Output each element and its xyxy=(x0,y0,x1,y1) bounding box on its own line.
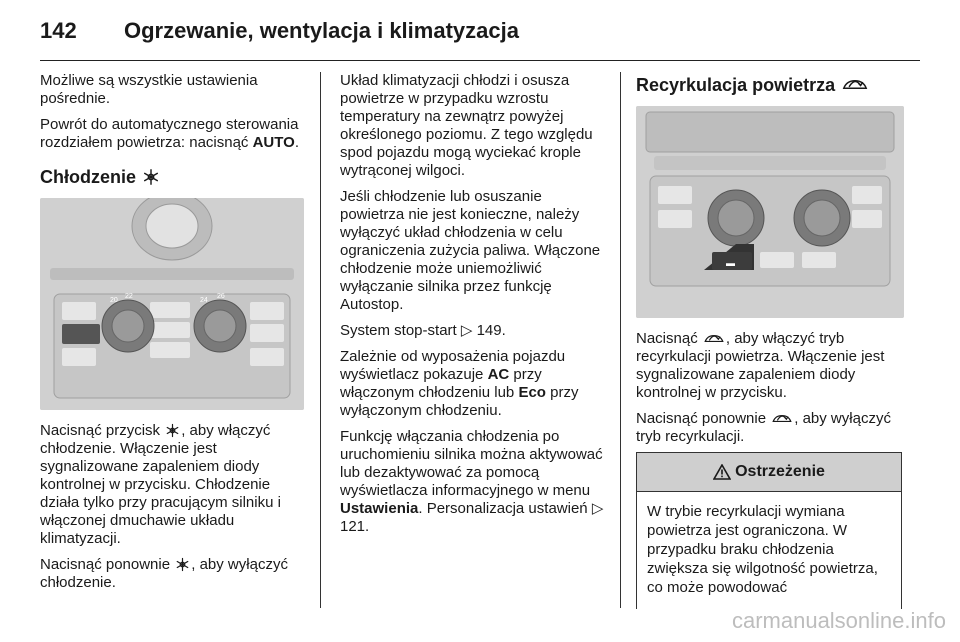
text: , aby wyłączyć tryb recyrkulacji. xyxy=(636,410,891,445)
watermark: carmanualsonline.info xyxy=(731,608,946,633)
text: Nacisnąć ponownie xyxy=(636,410,771,427)
text: Zależnie od wyposażenia pojazdu wyświetlacz pokazuje xyxy=(340,348,566,383)
settings-menu-label: Ustawienia xyxy=(340,500,419,517)
text: Nacisnąć xyxy=(636,330,702,347)
paragraph: Układ klimatyzacji chłodzi i osusza powietrze w przypadku wzrostu temperatury na zewnątrz powyżej określonego poziomu. Z tego względu spod pojazdu mogą wyciekać krople wytrąconej wilgoci. xyxy=(340,72,593,179)
snowflake-icon xyxy=(142,168,160,186)
page-ref[interactable]: 149. xyxy=(476,322,506,339)
column-divider-1 xyxy=(320,72,321,608)
paragraph: Jeśli chłodzenie lub osuszanie powietrza nie jest konieczne, należy wyłączyć układ chłodzenia w celu ograniczenia zużycia paliwa. Włączone chłodzenie może uniemożliwić wyłączanie silnika przez funkcję Autostop. xyxy=(340,188,601,313)
text: Nacisnąć ponownie xyxy=(40,556,175,573)
paragraph xyxy=(40,116,304,152)
recirculation-icon xyxy=(703,331,725,346)
paragraph xyxy=(40,556,304,592)
warning-title: Ostrzeżenie xyxy=(735,463,825,480)
chapter-title: Ogrzewanie, wentylacja i klimatyzacja xyxy=(124,18,519,43)
paragraph xyxy=(340,428,604,536)
paragraph xyxy=(340,322,604,340)
text: Funkcję włączania chłodzenia po uruchomieniu silnika można aktywować lub dezaktywować za pomocą wyświetlacza informacyjnego w menu xyxy=(340,428,603,499)
page-header xyxy=(40,18,920,58)
page-number: 142 xyxy=(40,18,77,43)
snowflake-icon xyxy=(175,557,190,572)
paragraph xyxy=(340,348,604,420)
text: przy wyłączonym chłodzeniu. xyxy=(340,384,579,419)
warning-header xyxy=(637,453,901,492)
ac-label: AC xyxy=(487,366,510,383)
column-1 xyxy=(40,72,304,600)
warning-triangle-icon xyxy=(713,464,731,480)
auto-label: AUTO xyxy=(252,134,295,151)
recirculation-panel-photo xyxy=(636,106,904,318)
text: Powrót do automatycznego sterowania rozdziałem powietrza: nacisnąć xyxy=(40,116,299,151)
paragraph xyxy=(40,422,304,548)
dial-label: 24 xyxy=(200,297,208,304)
page-ref[interactable]: 121. xyxy=(340,518,370,535)
warning-box xyxy=(636,452,902,609)
column-2 xyxy=(340,72,604,544)
recirc-button-label: ▬ xyxy=(726,258,735,268)
page-ref-arrow-icon: ▷ xyxy=(460,322,473,339)
text: , aby włączyć chłodzenie. Włączenie jest sygnalizowane zapaleniem diody kontrolnej w przycisku. Chłodzenie działa tylko przy pracującym silniku i włączonej dmuchawie układu klimatyzacji. xyxy=(40,422,281,547)
dial-label: 26 xyxy=(217,293,225,300)
text: , aby włączyć tryb recyrkulacji powietrza. Włączenie jest sygnalizowane zapaleniem diody kontrolnej w przycisku. xyxy=(636,330,885,401)
warning-body: W trybie recyrkulacji wymiana powietrza jest ograniczona. W przypadku braku chłodzenia zwiększa się wilgotność powietrza, co może powodować xyxy=(647,503,878,596)
paragraph: Możliwe są wszystkie ustawienia pośrednie. xyxy=(40,72,258,107)
page-ref-arrow-icon: ▷ xyxy=(591,500,604,517)
eco-label: Eco xyxy=(518,384,546,401)
heading-text: Recyrkulacja powietrza xyxy=(636,75,836,95)
text: Nacisnąć przycisk xyxy=(40,422,165,439)
recirculation-icon xyxy=(771,411,793,426)
section-heading-cooling xyxy=(40,166,304,188)
section-heading-recirculation xyxy=(636,74,904,96)
recirculation-icon xyxy=(841,75,869,94)
text: System stop-start xyxy=(340,322,457,339)
column-3 xyxy=(636,72,904,454)
snowflake-icon xyxy=(165,423,180,438)
dial-label: 20 xyxy=(110,297,118,304)
text: , aby wyłączyć chłodzenie. xyxy=(40,556,288,591)
climate-panel-photo xyxy=(40,198,304,410)
header-rule xyxy=(40,60,920,61)
dial-label: 22 xyxy=(125,293,133,300)
paragraph xyxy=(636,410,904,446)
text: . Personalizacja ustawień xyxy=(418,500,588,517)
paragraph xyxy=(636,330,904,402)
text: . xyxy=(294,134,299,151)
heading-text: Chłodzenie xyxy=(40,167,137,187)
text: przy włączonym chłodzeniu lub xyxy=(340,366,542,401)
column-divider-2 xyxy=(620,72,621,608)
